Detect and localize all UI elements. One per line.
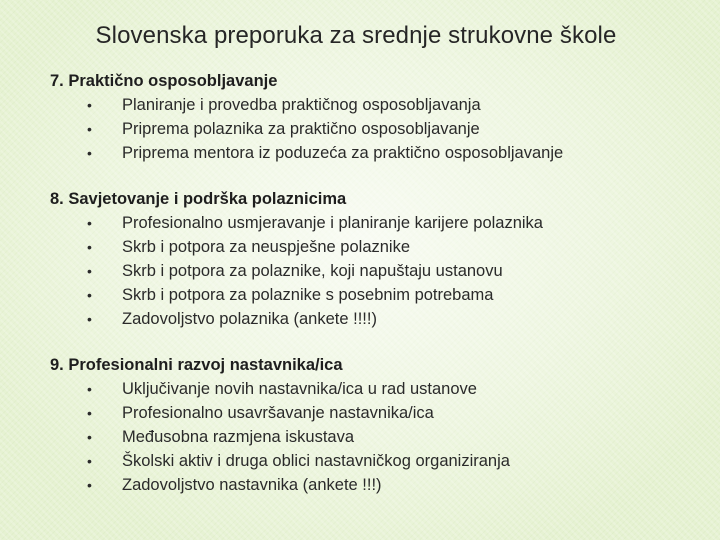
list-item	[50, 259, 690, 283]
section-practical-training	[50, 69, 690, 166]
list-item	[50, 377, 690, 401]
bullet-list	[50, 93, 690, 166]
bullet-icon: •	[87, 121, 92, 138]
list-item	[50, 473, 690, 497]
list-item	[50, 117, 690, 141]
list-item-text: Planiranje i provedba praktičnog osposobljavanja	[122, 96, 481, 114]
list-item	[50, 93, 690, 117]
bullet-list	[50, 211, 690, 332]
slide-content	[50, 69, 690, 519]
list-item	[50, 425, 690, 449]
list-item-text: Zadovoljstvo polaznika (ankete !!!!)	[122, 310, 377, 329]
bullet-icon: •	[87, 380, 92, 397]
list-item	[50, 283, 690, 307]
list-item-text: Međusobna razmjena iskustava	[122, 428, 355, 447]
list-item-text: Profesionalno usavršavanje nastavnika/ica	[122, 403, 434, 422]
list-item	[50, 211, 690, 235]
list-item-text: Školski aktiv i druga oblici nastavničkog organiziranja	[122, 452, 510, 471]
bullet-icon: •	[87, 311, 92, 328]
bullet-icon: •	[87, 97, 92, 113]
bullet-icon: •	[87, 238, 92, 255]
list-item-text: Priprema mentora iz poduzeća za praktično osposobljavanje	[122, 144, 564, 163]
bullet-icon: •	[87, 214, 92, 231]
list-item-text: Zadovoljstvo nastavnika (ankete !!!)	[122, 476, 382, 495]
list-item	[50, 307, 690, 331]
list-item	[50, 141, 690, 165]
list-item-text: Uključivanje novih nastavnika/ica u rad ustanove	[122, 379, 477, 398]
list-item-text: Skrb i potpora za polaznike s posebnim potrebama	[122, 286, 494, 305]
bullet-icon: •	[87, 404, 92, 421]
bullet-list	[50, 377, 690, 498]
list-item	[50, 235, 690, 259]
section-student-counseling	[50, 187, 690, 332]
slide-title: Slovenska preporuka za srednje strukovne škole	[95, 22, 617, 49]
section-heading: 9. Profesionalni razvoj nastavnika/ica	[50, 355, 343, 374]
list-item-text: Priprema polaznika za praktično osposobljavanje	[122, 120, 480, 139]
bullet-icon: •	[87, 145, 92, 162]
section-heading: 8. Savjetovanje i podrška polaznicima	[50, 189, 347, 208]
bullet-icon: •	[87, 477, 92, 494]
bullet-icon: •	[87, 453, 92, 470]
bullet-icon: •	[87, 429, 92, 446]
bullet-icon: •	[87, 263, 92, 280]
list-item-text: Profesionalno usmjeravanje i planiranje karijere polaznika	[122, 213, 543, 232]
list-item	[50, 449, 690, 473]
bullet-icon: •	[87, 287, 92, 304]
list-item	[50, 401, 690, 425]
list-item-text: Skrb i potpora za neuspješne polaznike	[122, 237, 411, 256]
list-item-text: Skrb i potpora za polaznike, koji napuštaju ustanovu	[122, 262, 503, 281]
section-teacher-development	[50, 353, 690, 498]
section-heading: 7. Praktično osposobljavanje	[50, 72, 278, 90]
